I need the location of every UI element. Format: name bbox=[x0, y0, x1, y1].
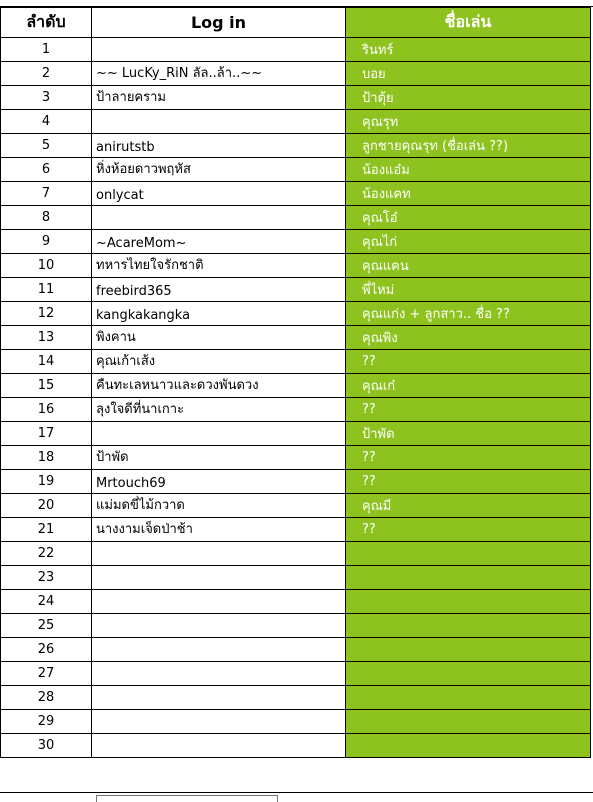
table-row bbox=[1, 325, 591, 349]
cell-nickname[interactable]: ?? bbox=[346, 349, 591, 373]
cell-order[interactable]: 27 bbox=[1, 661, 92, 685]
cell-login[interactable]: พิงคาน bbox=[92, 325, 346, 349]
cell-login[interactable] bbox=[92, 541, 346, 565]
cell-login[interactable] bbox=[92, 205, 346, 229]
cell-nickname[interactable] bbox=[346, 685, 591, 709]
cell-order[interactable]: 9 bbox=[1, 229, 92, 253]
table-row bbox=[1, 589, 591, 613]
table-row bbox=[1, 373, 591, 397]
cell-login[interactable] bbox=[92, 109, 346, 133]
table-row bbox=[1, 541, 591, 565]
cell-order[interactable]: 29 bbox=[1, 709, 92, 733]
table-row bbox=[1, 397, 591, 421]
cell-order[interactable]: 19 bbox=[1, 469, 92, 493]
cell-order[interactable]: 24 bbox=[1, 589, 92, 613]
cell-login[interactable] bbox=[92, 661, 346, 685]
cell-order[interactable]: 13 bbox=[1, 325, 92, 349]
cell-nickname[interactable] bbox=[346, 637, 591, 661]
header-login[interactable]: Log in bbox=[92, 7, 346, 37]
cell-nickname[interactable]: พี่ไหม่ bbox=[346, 277, 591, 301]
table-row bbox=[1, 349, 591, 373]
cell-nickname[interactable]: ป้าตุ้ย bbox=[346, 85, 591, 109]
cell-order[interactable]: 1 bbox=[1, 37, 92, 61]
cell-login[interactable]: onlycat bbox=[92, 181, 346, 205]
table-row bbox=[1, 277, 591, 301]
cell-login[interactable] bbox=[92, 37, 346, 61]
cell-nickname[interactable]: น้องแอ๋ม bbox=[346, 157, 591, 181]
cell-login[interactable]: หิ่งห้อยดาวพฤหัส bbox=[92, 157, 346, 181]
table-row bbox=[1, 37, 591, 61]
cell-login[interactable]: ~~ LucKy_RiN ลัล..ล้า..~~ bbox=[92, 61, 346, 85]
cell-order[interactable]: 22 bbox=[1, 541, 92, 565]
cell-order[interactable]: 20 bbox=[1, 493, 92, 517]
cell-login[interactable] bbox=[92, 637, 346, 661]
table-row bbox=[1, 685, 591, 709]
cell-nickname[interactable]: คุณพิง bbox=[346, 325, 591, 349]
cell-login[interactable]: แม่มดขี่ไม้กวาด bbox=[92, 493, 346, 517]
cell-login[interactable]: คุณเก้าเส้ง bbox=[92, 349, 346, 373]
cell-nickname[interactable]: คุณเก๋ bbox=[346, 373, 591, 397]
header-order[interactable]: ลำดับ bbox=[1, 7, 92, 37]
cell-nickname[interactable] bbox=[346, 733, 591, 757]
cell-nickname[interactable]: ?? bbox=[346, 469, 591, 493]
cell-order[interactable]: 7 bbox=[1, 181, 92, 205]
cell-order[interactable]: 3 bbox=[1, 85, 92, 109]
cell-login[interactable]: kangkakangka bbox=[92, 301, 346, 325]
table-row bbox=[1, 637, 591, 661]
cell-order[interactable]: 30 bbox=[1, 733, 92, 757]
cell-order[interactable]: 21 bbox=[1, 517, 92, 541]
cell-login[interactable]: anirutstb bbox=[92, 133, 346, 157]
cell-nickname[interactable]: ป้าพัด bbox=[346, 421, 591, 445]
cell-login[interactable] bbox=[92, 613, 346, 637]
cell-login[interactable] bbox=[92, 421, 346, 445]
header-row bbox=[1, 7, 591, 37]
cell-nickname[interactable]: คุณแคน bbox=[346, 253, 591, 277]
cell-login[interactable]: ป้าพัด bbox=[92, 445, 346, 469]
cell-login[interactable] bbox=[92, 733, 346, 757]
table-row bbox=[1, 205, 591, 229]
cell-order[interactable]: 16 bbox=[1, 397, 92, 421]
table-row bbox=[1, 493, 591, 517]
cell-nickname[interactable] bbox=[346, 661, 591, 685]
cell-login[interactable]: Mrtouch69 bbox=[92, 469, 346, 493]
cell-login[interactable] bbox=[92, 589, 346, 613]
cell-order[interactable]: 15 bbox=[1, 373, 92, 397]
cell-nickname[interactable] bbox=[346, 565, 591, 589]
cell-login[interactable] bbox=[92, 565, 346, 589]
cell-order[interactable]: 10 bbox=[1, 253, 92, 277]
cell-nickname[interactable]: คุณโอ๋ bbox=[346, 205, 591, 229]
table-body bbox=[1, 37, 591, 757]
table-row bbox=[1, 733, 591, 757]
cell-nickname[interactable] bbox=[346, 541, 591, 565]
table-row bbox=[1, 109, 591, 133]
cell-login[interactable] bbox=[92, 685, 346, 709]
cell-nickname[interactable]: คุณรุท bbox=[346, 109, 591, 133]
cell-nickname[interactable] bbox=[346, 709, 591, 733]
cell-nickname[interactable]: รินทร์ bbox=[346, 37, 591, 61]
cell-order[interactable]: 2 bbox=[1, 61, 92, 85]
cell-login[interactable]: ~AcareMom~ bbox=[92, 229, 346, 253]
table-row bbox=[1, 661, 591, 685]
cell-order[interactable]: 11 bbox=[1, 277, 92, 301]
table-row bbox=[1, 301, 591, 325]
table-row bbox=[1, 565, 591, 589]
cell-login[interactable]: freebird365 bbox=[92, 277, 346, 301]
cell-nickname[interactable]: ?? bbox=[346, 445, 591, 469]
roster-table bbox=[0, 6, 591, 758]
cell-login[interactable]: ลุงใจดีที่นาเกาะ bbox=[92, 397, 346, 421]
cell-login[interactable]: นางงามเจ็ดป่าช้า bbox=[92, 517, 346, 541]
cell-order[interactable]: 25 bbox=[1, 613, 92, 637]
cell-order[interactable]: 6 bbox=[1, 157, 92, 181]
table-row bbox=[1, 445, 591, 469]
table-row bbox=[1, 85, 591, 109]
cell-order[interactable]: 5 bbox=[1, 133, 92, 157]
cell-order[interactable]: 8 bbox=[1, 205, 92, 229]
table-row bbox=[1, 133, 591, 157]
cell-order[interactable]: 28 bbox=[1, 685, 92, 709]
cell-nickname[interactable]: ?? bbox=[346, 397, 591, 421]
table-row bbox=[1, 709, 591, 733]
cell-order[interactable]: 14 bbox=[1, 349, 92, 373]
cell-nickname[interactable]: คุณแก่ง + ลูกสาว.. ชื่อ ?? bbox=[346, 301, 591, 325]
cell-nickname[interactable]: ลูกชายคุณรุท (ชื่อเล่น ??) bbox=[346, 133, 591, 157]
spreadsheet bbox=[0, 6, 590, 758]
table-row bbox=[1, 613, 591, 637]
table-row bbox=[1, 421, 591, 445]
cell-nickname[interactable]: ?? bbox=[346, 517, 591, 541]
cell-login[interactable]: ทหารไทยใจรักชาติ bbox=[92, 253, 346, 277]
cell-order[interactable]: 18 bbox=[1, 445, 92, 469]
header-nickname[interactable]: ชื่อเล่น bbox=[346, 7, 591, 37]
cell-login[interactable]: ป้าลายคราม bbox=[92, 85, 346, 109]
table-row bbox=[1, 253, 591, 277]
cell-nickname[interactable] bbox=[346, 613, 591, 637]
cell-nickname[interactable]: น้องแคท bbox=[346, 181, 591, 205]
cell-nickname[interactable]: คุณไก่ bbox=[346, 229, 591, 253]
partial-cell-outline bbox=[96, 795, 278, 802]
cell-order[interactable]: 17 bbox=[1, 421, 92, 445]
cell-order[interactable]: 12 bbox=[1, 301, 92, 325]
cell-login[interactable]: คืนทะเลหนาวและดวงพันดวง bbox=[92, 373, 346, 397]
cell-nickname[interactable] bbox=[346, 589, 591, 613]
table-row bbox=[1, 61, 591, 85]
table-row bbox=[1, 469, 591, 493]
cell-order[interactable]: 4 bbox=[1, 109, 92, 133]
cell-nickname[interactable]: คุณมี bbox=[346, 493, 591, 517]
cell-order[interactable]: 26 bbox=[1, 637, 92, 661]
table-row bbox=[1, 181, 591, 205]
cell-nickname[interactable]: บอย bbox=[346, 61, 591, 85]
table-row bbox=[1, 229, 591, 253]
cell-login[interactable] bbox=[92, 709, 346, 733]
table-row bbox=[1, 157, 591, 181]
table-row bbox=[1, 517, 591, 541]
cell-order[interactable]: 23 bbox=[1, 565, 92, 589]
